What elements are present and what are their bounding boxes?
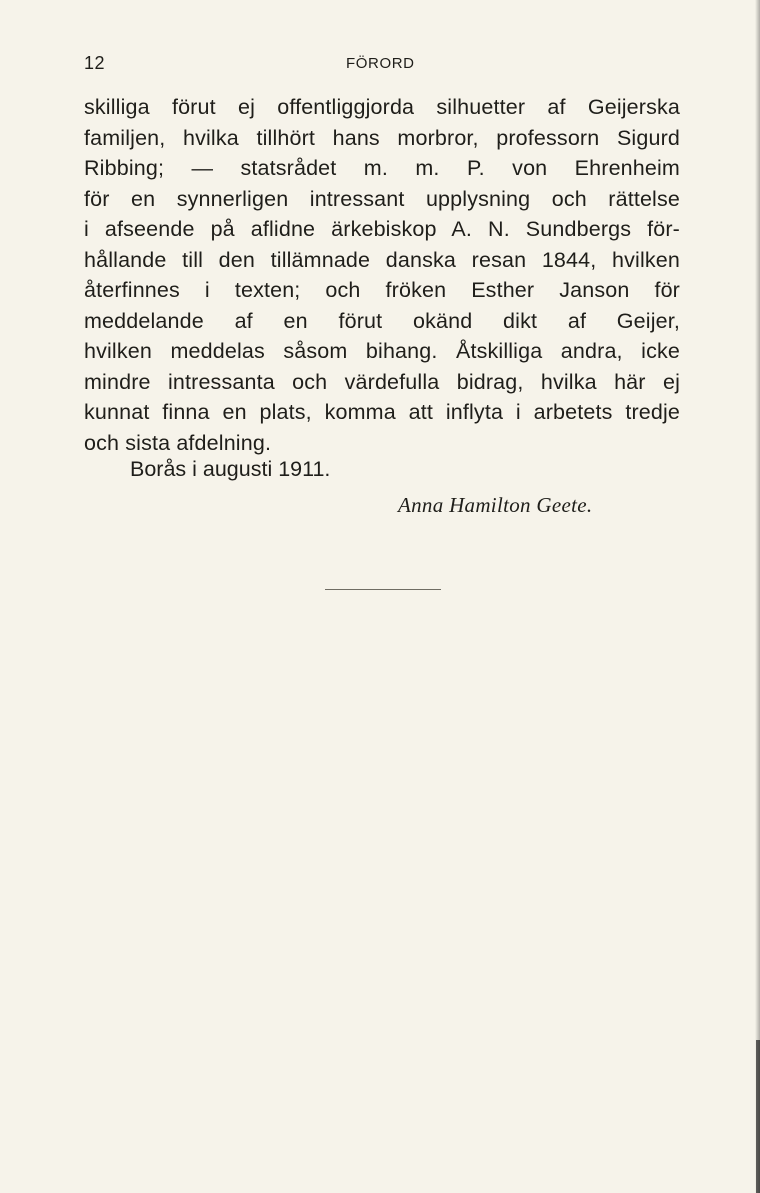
body-line: mindre intressanta och värdefulla bidrag, hvilka här ej [84,369,680,394]
body-line: skilliga förut ej offentliggjorda silhuetter af Geijerska [84,95,680,119]
body-line: familjen, hvilka tillhört hans morbror, professorn Sigurd [84,125,680,150]
body-text [84,92,680,458]
body-line: för en synnerligen intressant upplysning och rättelse [84,186,680,211]
section-divider [325,589,441,590]
body-line: hvilken meddelas såsom bihang. Åtskilliga andra, icke [84,339,680,363]
page-edge-shadow [755,0,760,1193]
body-line: hållande till den tillämnade danska resan 1844, hvilken [84,247,680,272]
dateline: Borås i augusti 1911. [130,457,331,481]
body-line: Ribbing; — statsrådet m. m. P. von Ehrenheim [84,156,680,180]
author-signature: Anna Hamilton Geete. [398,493,593,517]
body-line: meddelande af en förut okänd dikt af Geijer, [84,308,680,333]
page-header [84,53,676,75]
page-number: 12 [84,53,106,73]
body-line: och sista afdelning. [84,430,272,455]
page-edge-shadow-lower [756,1040,760,1193]
body-line: kunnat finna en plats, komma att inflyta i arbetets tredje [84,400,680,424]
body-line: i afseende på aflidne ärkebiskop A. N. Sundbergs för- [84,217,680,241]
body-line: återfinnes i texten; och fröken Esther Janson för [84,278,680,302]
running-head: FÖRORD [346,55,415,72]
